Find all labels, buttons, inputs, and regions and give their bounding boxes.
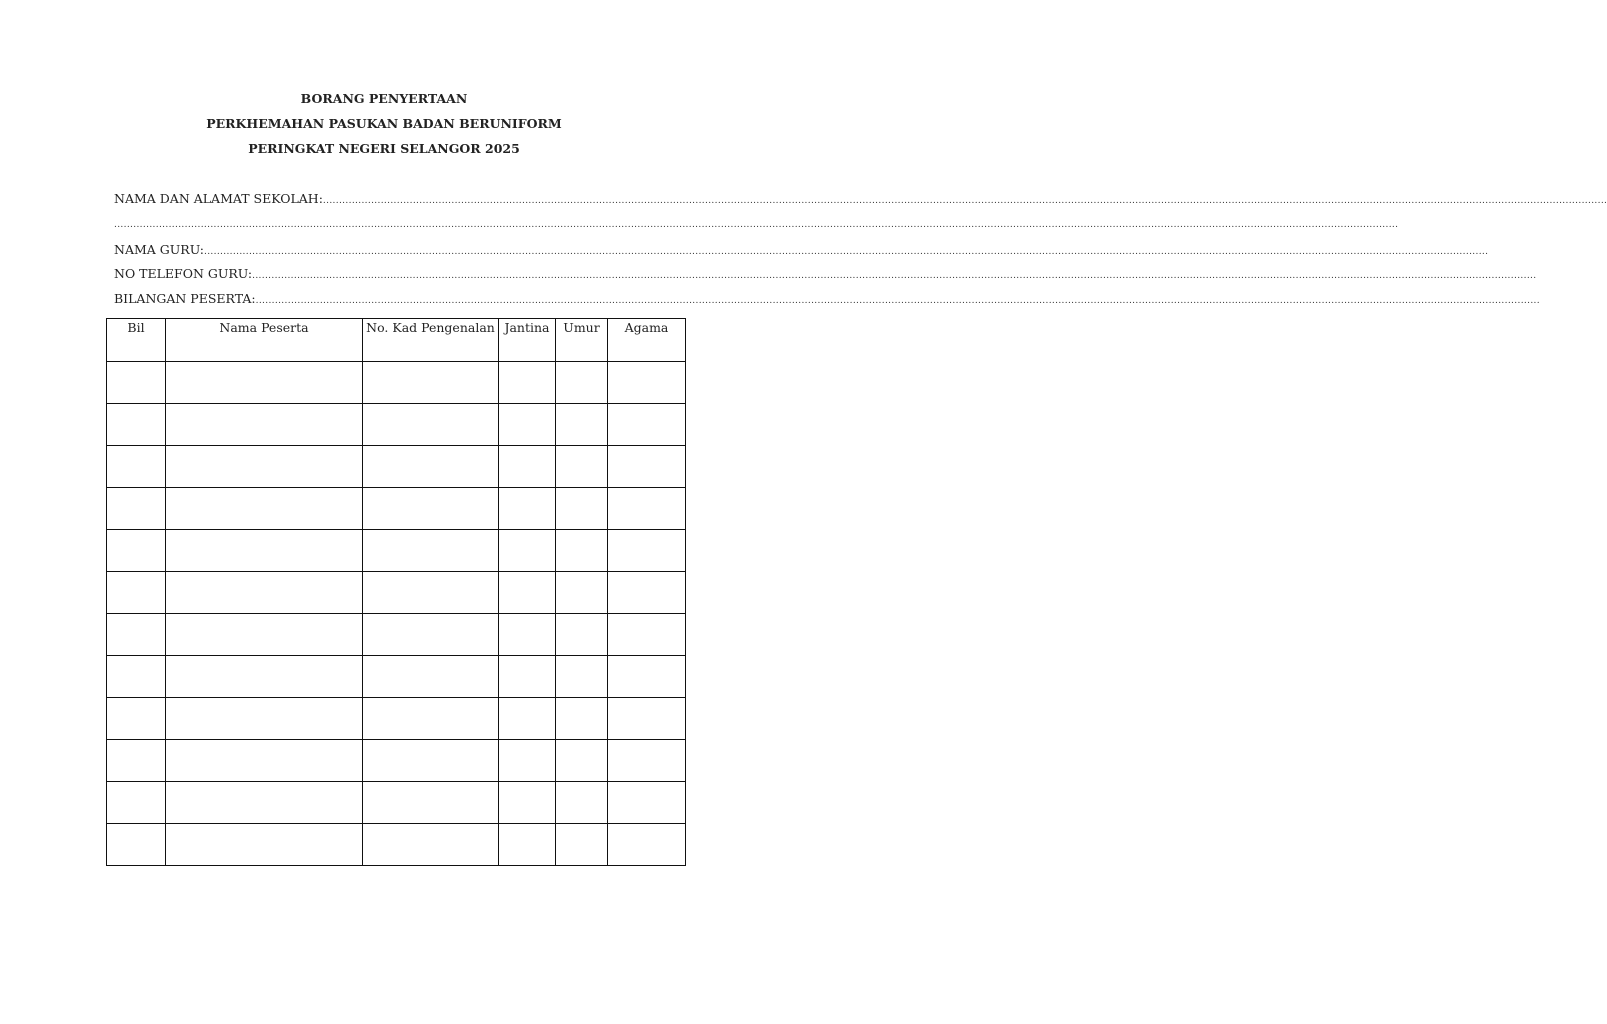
- cell-umur[interactable]: [556, 446, 608, 488]
- table-row: [107, 740, 686, 782]
- cell-umur[interactable]: [556, 740, 608, 782]
- column-header-bil: Bil: [107, 319, 166, 362]
- cell-umur[interactable]: [556, 782, 608, 824]
- cell-nama-peserta[interactable]: [166, 656, 363, 698]
- cell-jantina[interactable]: [499, 530, 556, 572]
- cell-agama[interactable]: [608, 572, 686, 614]
- cell-jantina[interactable]: [499, 782, 556, 824]
- cell-agama[interactable]: [608, 362, 686, 404]
- table-row: [107, 572, 686, 614]
- cell-bil[interactable]: [107, 530, 166, 572]
- cell-agama[interactable]: [608, 824, 686, 866]
- dotted-leader: ................................................................................................................................................................................................................................................................................................................................................................................................................: [252, 271, 1537, 281]
- cell-nama-peserta[interactable]: [166, 782, 363, 824]
- cell-bil[interactable]: [107, 740, 166, 782]
- cell-nama-peserta[interactable]: [166, 740, 363, 782]
- cell-jantina[interactable]: [499, 404, 556, 446]
- cell-no-kad-pengenalan[interactable]: [363, 740, 499, 782]
- teacher-phone-field[interactable]: [114, 265, 1537, 283]
- cell-no-kad-pengenalan[interactable]: [363, 782, 499, 824]
- column-header-jantina: Jantina: [499, 319, 556, 362]
- cell-no-kad-pengenalan[interactable]: [363, 656, 499, 698]
- cell-bil[interactable]: [107, 824, 166, 866]
- table-row: [107, 446, 686, 488]
- cell-bil[interactable]: [107, 656, 166, 698]
- cell-no-kad-pengenalan[interactable]: [363, 698, 499, 740]
- cell-jantina[interactable]: [499, 824, 556, 866]
- school-name-address-field[interactable]: [114, 190, 1607, 208]
- event-level-title: PERINGKAT NEGERI SELANGOR 2025: [248, 141, 520, 156]
- cell-nama-peserta[interactable]: [166, 362, 363, 404]
- table-row: [107, 698, 686, 740]
- cell-no-kad-pengenalan[interactable]: [363, 614, 499, 656]
- cell-agama[interactable]: [608, 488, 686, 530]
- participants-table: [106, 318, 686, 866]
- cell-umur[interactable]: [556, 656, 608, 698]
- cell-agama[interactable]: [608, 698, 686, 740]
- cell-bil[interactable]: [107, 572, 166, 614]
- cell-agama[interactable]: [608, 740, 686, 782]
- cell-umur[interactable]: [556, 488, 608, 530]
- participant-count-field[interactable]: [114, 290, 1540, 308]
- table-header-row: [107, 319, 686, 362]
- cell-jantina[interactable]: [499, 698, 556, 740]
- table-row: [107, 824, 686, 866]
- cell-umur[interactable]: [556, 530, 608, 572]
- cell-bil[interactable]: [107, 404, 166, 446]
- cell-umur[interactable]: [556, 404, 608, 446]
- cell-umur[interactable]: [556, 824, 608, 866]
- cell-jantina[interactable]: [499, 614, 556, 656]
- cell-nama-peserta[interactable]: [166, 488, 363, 530]
- cell-bil[interactable]: [107, 782, 166, 824]
- teacher-name-label: NAMA GURU:: [114, 242, 204, 257]
- cell-agama[interactable]: [608, 614, 686, 656]
- cell-nama-peserta[interactable]: [166, 572, 363, 614]
- cell-bil[interactable]: [107, 446, 166, 488]
- dotted-leader: ................................................................................................................................................................................................................................................................................................................................................................................................................: [255, 296, 1540, 306]
- participant-count-label: BILANGAN PESERTA:: [114, 291, 256, 306]
- column-header-umur: Umur: [556, 319, 608, 362]
- cell-no-kad-pengenalan[interactable]: [363, 404, 499, 446]
- cell-no-kad-pengenalan[interactable]: [363, 824, 499, 866]
- cell-jantina[interactable]: [499, 446, 556, 488]
- cell-no-kad-pengenalan[interactable]: [363, 572, 499, 614]
- table-row: [107, 488, 686, 530]
- cell-agama[interactable]: [608, 446, 686, 488]
- table-row: [107, 656, 686, 698]
- cell-nama-peserta[interactable]: [166, 446, 363, 488]
- cell-agama[interactable]: [608, 530, 686, 572]
- dotted-leader: ................................................................................................................................................................................................................................................................................................................................................................................................................: [322, 196, 1607, 206]
- cell-umur[interactable]: [556, 362, 608, 404]
- cell-no-kad-pengenalan[interactable]: [363, 488, 499, 530]
- cell-bil[interactable]: [107, 614, 166, 656]
- column-header-nama-peserta: Nama Peserta: [166, 319, 363, 362]
- school-address-continuation-field[interactable]: [114, 216, 1399, 234]
- cell-nama-peserta[interactable]: [166, 530, 363, 572]
- column-header-agama: Agama: [608, 319, 686, 362]
- cell-nama-peserta[interactable]: [166, 698, 363, 740]
- dotted-leader: ................................................................................................................................................................................................................................................................................................................................................................................................................: [114, 220, 1399, 230]
- form-title: BORANG PENYERTAAN: [300, 91, 468, 106]
- cell-no-kad-pengenalan[interactable]: [363, 530, 499, 572]
- table-row: [107, 404, 686, 446]
- cell-nama-peserta[interactable]: [166, 824, 363, 866]
- column-header-no-kad-pengenalan: No. Kad Pengenalan: [363, 319, 499, 362]
- cell-bil[interactable]: [107, 488, 166, 530]
- cell-jantina[interactable]: [499, 362, 556, 404]
- cell-agama[interactable]: [608, 404, 686, 446]
- event-title: PERKHEMAHAN PASUKAN BADAN BERUNIFORM: [206, 116, 562, 131]
- cell-agama[interactable]: [608, 656, 686, 698]
- participants-table-body: [107, 362, 686, 866]
- cell-agama[interactable]: [608, 782, 686, 824]
- cell-jantina[interactable]: [499, 488, 556, 530]
- cell-umur[interactable]: [556, 698, 608, 740]
- cell-no-kad-pengenalan[interactable]: [363, 362, 499, 404]
- cell-bil[interactable]: [107, 698, 166, 740]
- cell-umur[interactable]: [556, 614, 608, 656]
- teacher-phone-label: NO TELEFON GURU:: [114, 266, 253, 281]
- teacher-name-field[interactable]: [114, 241, 1489, 259]
- cell-jantina[interactable]: [499, 572, 556, 614]
- table-row: [107, 614, 686, 656]
- cell-jantina[interactable]: [499, 740, 556, 782]
- table-row: [107, 362, 686, 404]
- cell-no-kad-pengenalan[interactable]: [363, 446, 499, 488]
- dotted-leader: ................................................................................................................................................................................................................................................................................................................................................................................................................: [204, 247, 1489, 257]
- cell-nama-peserta[interactable]: [166, 614, 363, 656]
- table-row: [107, 530, 686, 572]
- cell-nama-peserta[interactable]: [166, 404, 363, 446]
- cell-bil[interactable]: [107, 362, 166, 404]
- school-name-address-label: NAMA DAN ALAMAT SEKOLAH:: [114, 191, 323, 206]
- cell-jantina[interactable]: [499, 656, 556, 698]
- table-row: [107, 782, 686, 824]
- cell-umur[interactable]: [556, 572, 608, 614]
